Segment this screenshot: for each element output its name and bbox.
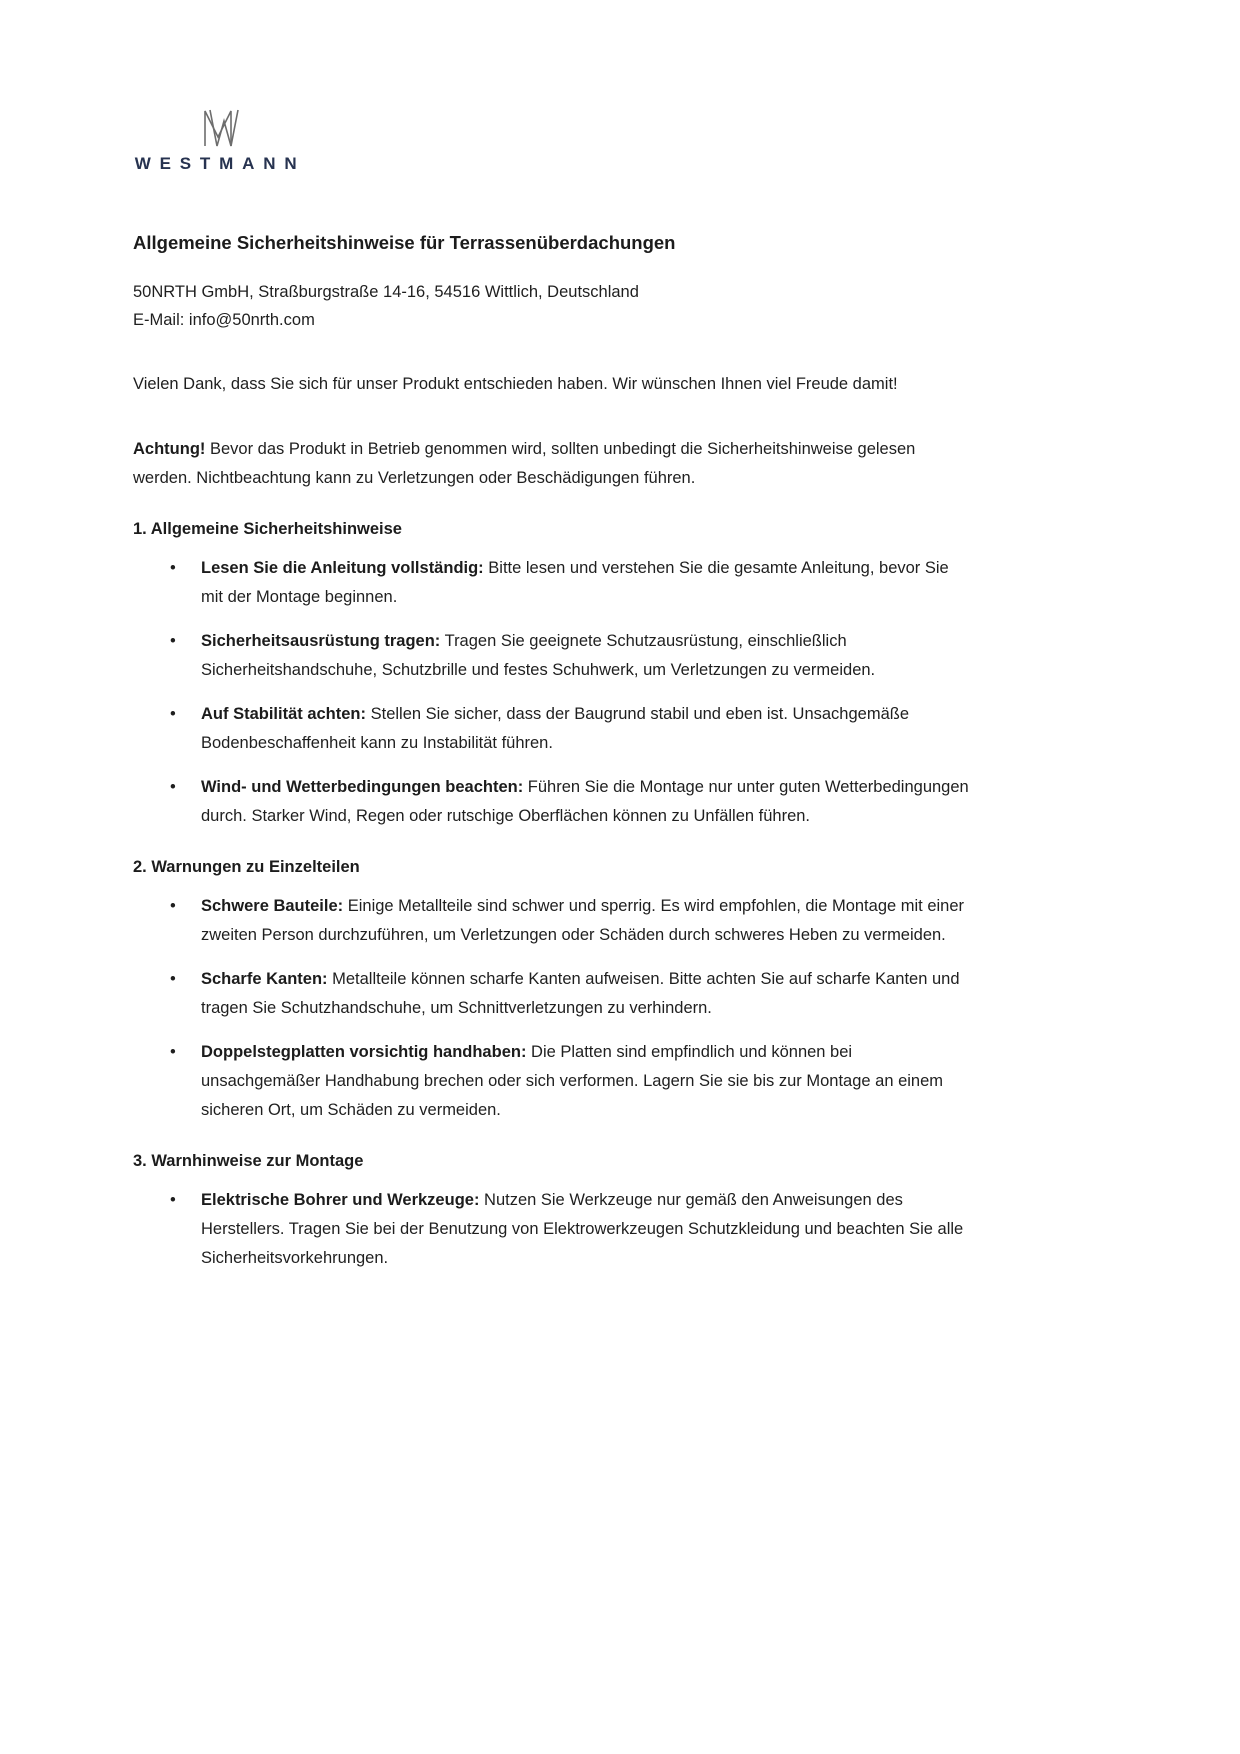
section-heading: 1. Allgemeine Sicherheitshinweise xyxy=(133,520,402,538)
sections-container xyxy=(133,520,972,1273)
page-title: Allgemeine Sicherheitshinweise für Terrassenüberdachungen xyxy=(133,232,676,253)
bullet-item xyxy=(201,554,972,612)
bullet-label: Doppelstegplatten vorsichtig handhaben: xyxy=(201,1043,527,1061)
westmann-monogram-icon xyxy=(196,108,242,148)
bullet-text: Stellen Sie sicher, dass der Baugrund stabil und eben ist. Unsachgemäße Bodenbeschaffenheit kann zu Instabilität führen. xyxy=(201,705,910,752)
bullet-text: Nutzen Sie Werkzeuge nur gemäß den Anweisungen des Herstellers. Tragen Sie bei der Benutzung von Elektrowerkzeugen Schutzkleidung und beachten Sie alle Sicherheitsvorkehrungen. xyxy=(201,1191,964,1267)
warning-paragraph xyxy=(133,435,972,493)
bullet-list xyxy=(133,892,972,1125)
document-section xyxy=(133,1152,972,1273)
section-heading: 2. Warnungen zu Einzelteilen xyxy=(133,858,360,876)
bullet-text: Tragen Sie geeignete Schutzausrüstung, einschließlich Sicherheitshandschuhe, Schutzbrille und festes Schuhwerk, um Verletzungen zu vermeiden. xyxy=(201,632,876,679)
company-address-line: 50NRTH GmbH, Straßburgstraße 14-16, 54516 Wittlich, Deutschland xyxy=(133,283,639,301)
bullet-label: Sicherheitsausrüstung tragen: xyxy=(201,632,441,650)
warning-lead: Achtung! xyxy=(133,440,206,458)
bullet-label: Elektrische Bohrer und Werkzeuge: xyxy=(201,1191,480,1209)
document-section xyxy=(133,858,972,1125)
bullet-text: Die Platten sind empfindlich und können bei unsachgemäßer Handhabung brechen oder sich verformen. Lagern Sie sie bis zur Montage an einem sicheren Ort, um Schäden zu vermeiden. xyxy=(201,1043,944,1119)
company-email-line: E-Mail: info@50nrth.com xyxy=(133,311,315,329)
bullet-label: Auf Stabilität achten: xyxy=(201,705,367,723)
bullet-label: Lesen Sie die Anleitung vollständig: xyxy=(201,559,484,577)
bullet-text: Führen Sie die Montage nur unter guten Wetterbedingungen durch. Starker Wind, Regen oder rutschige Oberflächen können zu Unfällen führen. xyxy=(201,778,969,825)
bullet-text: Bitte lesen und verstehen Sie die gesamte Anleitung, bevor Sie mit der Montage beginnen. xyxy=(201,559,949,606)
intro-paragraph: Vielen Dank, dass Sie sich für unser Produkt entschieden haben. Wir wünschen Ihnen viel Freude damit! xyxy=(133,375,898,393)
bullet-item xyxy=(201,627,972,685)
bullet-label: Scharfe Kanten: xyxy=(201,970,328,988)
warning-text: Bevor das Produkt in Betrieb genommen wird, sollten unbedingt die Sicherheitshinweise gelesen werden. Nichtbeachtung kann zu Verletzungen oder Beschädigungen führen. xyxy=(133,440,916,487)
bullet-label: Wind- und Wetterbedingungen beachten: xyxy=(201,778,524,796)
bullet-item xyxy=(201,773,972,831)
bullet-item xyxy=(201,892,972,950)
bullet-text: Einige Metallteile sind schwer und sperrig. Es wird empfohlen, die Montage mit einer zweiten Person durchzuführen, um Verletzungen oder Schäden durch schweres Heben zu vermeiden. xyxy=(201,897,965,944)
bullet-label: Schwere Bauteile: xyxy=(201,897,344,915)
document-section xyxy=(133,520,972,831)
brand-logo xyxy=(133,108,306,174)
bullet-list xyxy=(133,1186,972,1273)
bullet-item xyxy=(201,700,972,758)
brand-wordmark: WESTMANN xyxy=(134,154,306,173)
bullet-list xyxy=(133,554,972,831)
bullet-text: Metallteile können scharfe Kanten aufweisen. Bitte achten Sie auf scharfe Kanten und tragen Sie Schutzhandschuhe, um Schnittverletzungen zu verhindern. xyxy=(201,970,960,1017)
section-heading: 3. Warnhinweise zur Montage xyxy=(133,1152,364,1170)
bullet-item xyxy=(201,965,972,1023)
bullet-item xyxy=(201,1186,972,1273)
bullet-item xyxy=(201,1038,972,1125)
